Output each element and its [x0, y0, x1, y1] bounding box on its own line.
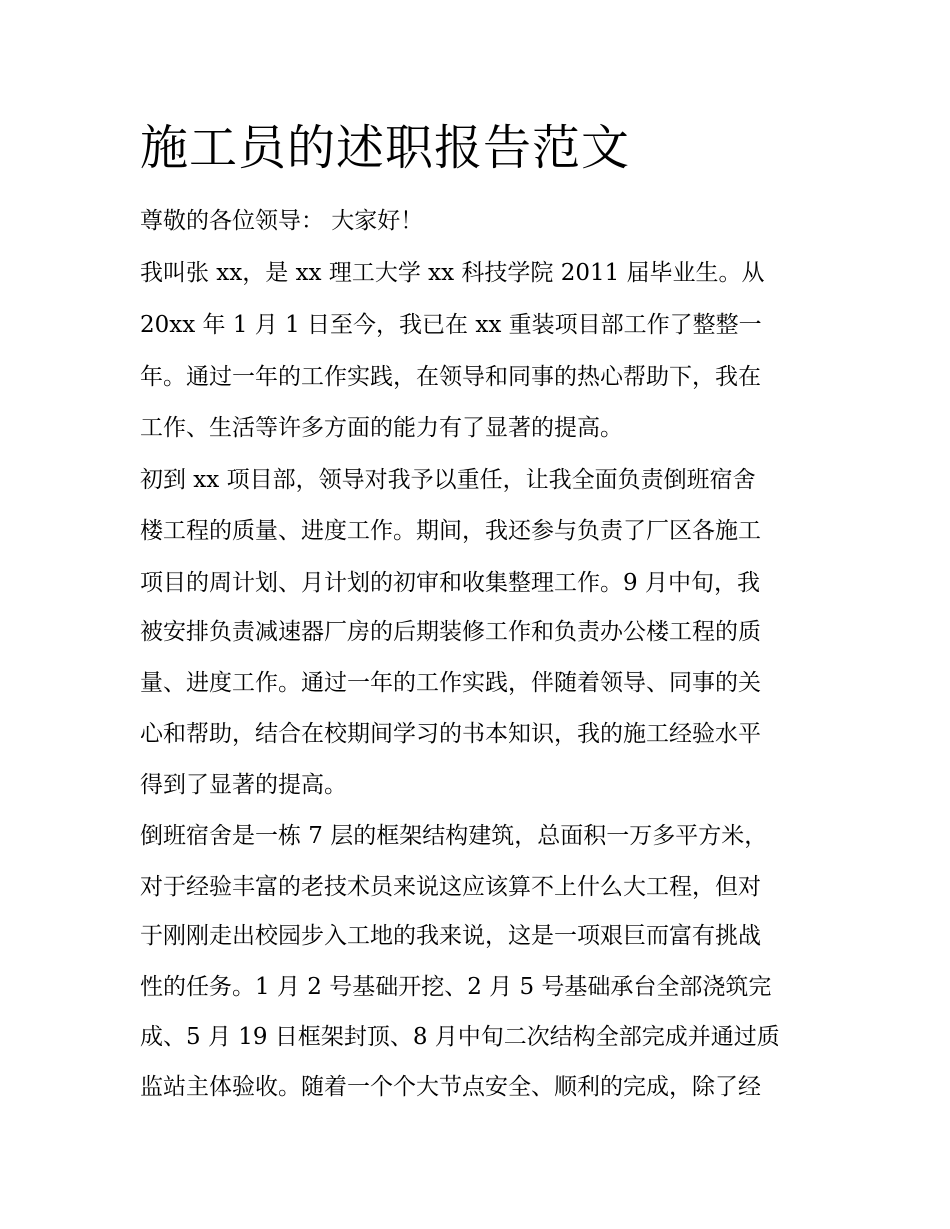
text-line: 项目的周计划、月计划的初审和收集整理工作。9 月中旬，我 [140, 570, 760, 596]
text-line: 于刚刚走出校园步入工地的我来说，这是一项艰巨而富有挑战 [140, 923, 761, 949]
text-line: 初到 xx 项目部，领导对我予以重任，让我全面负责倒班宿舍 [140, 467, 756, 493]
text-line: 尊敬的各位领导： 大家好！ [140, 208, 424, 234]
text-line: 工作、生活等许多方面的能力有了显著的提高。 [140, 415, 623, 441]
text-line: 20xx 年 1 月 1 日至今，我已在 xx 重装项目部工作了整整一 [140, 312, 762, 338]
text-line: 我叫张 xx，是 xx 理工大学 xx 科技学院 2011 届毕业生。从 [140, 260, 765, 286]
text-line: 被安排负责减速器厂房的后期装修工作和负责办公楼工程的质 [140, 619, 761, 645]
text-line: 心和帮助，结合在校期间学习的书本知识，我的施工经验水平 [140, 721, 761, 747]
document-title: 施工员的述职报告范文 [140, 120, 631, 176]
text-line: 成、5 月 19 日框架封顶、8 月中旬二次结构全部完成并通过质 [140, 1024, 780, 1050]
text-line: 量、进度工作。通过一年的工作实践，伴随着领导、同事的关 [140, 670, 761, 696]
text-line: 楼工程的质量、进度工作。期间，我还参与负责了厂区各施工 [140, 518, 761, 544]
text-line: 年。通过一年的工作实践，在领导和同事的热心帮助下，我在 [140, 364, 761, 390]
text-line: 对于经验丰富的老技术员来说这应该算不上什么大工程，但对 [140, 874, 761, 900]
text-line: 得到了显著的提高。 [140, 772, 347, 798]
text-line: 倒班宿舍是一栋 7 层的框架结构建筑，总面积一万多平方米， [140, 823, 768, 849]
text-line: 监站主体验收。随着一个个大节点安全、顺利的完成，除了经 [140, 1074, 761, 1100]
text-line: 性的任务。1 月 2 号基础开挖、2 月 5 号基础承台全部浇筑完 [140, 974, 772, 1000]
